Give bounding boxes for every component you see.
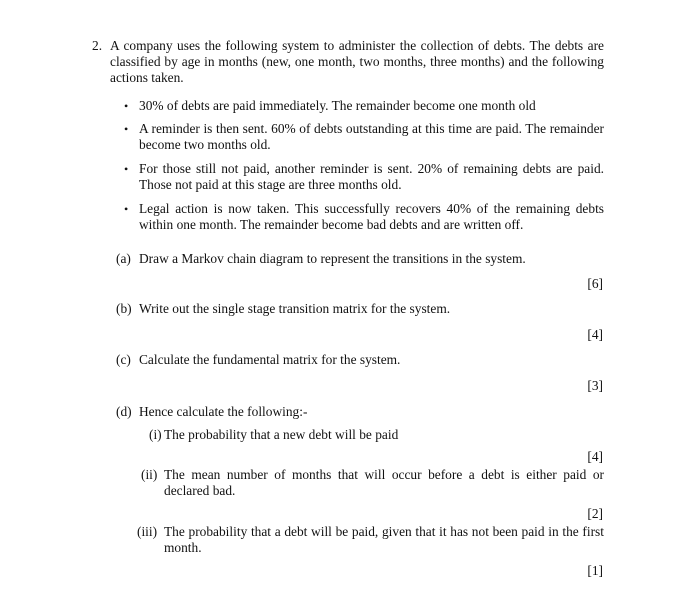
question-number: 2. [92, 38, 103, 53]
part-c-text: Calculate the fundamental matrix for the system. [139, 352, 401, 367]
bullet-item: For those still not paid, another reminder is sent. 20% of remaining debts are paid. Those not paid at this stage are three months old. [139, 161, 604, 192]
part-c-marks: [3] [587, 378, 603, 393]
part-b-text: Write out the single stage transition matrix for the system. [139, 301, 451, 316]
part-a-label: (a) [116, 251, 131, 266]
subpart-ii-text: The mean number of months that will occur before a debt is either paid or declared bad. [164, 467, 604, 498]
question-intro: A company uses the following system to administer the collection of debts. The debts are classified by age in months (new, one month, two months, three months) and the following actions taken. [110, 38, 604, 85]
subpart-ii-label: (ii) [141, 467, 158, 482]
subpart-i-marks: [4] [587, 449, 603, 464]
bullet-icon: • [124, 99, 129, 113]
part-a-text: Draw a Markov chain diagram to represent the transitions in the system. [139, 251, 526, 266]
subpart-i-text: The probability that a new debt will be paid [164, 427, 399, 442]
subpart-iii-marks: [1] [587, 563, 603, 578]
part-d-label: (d) [116, 404, 132, 419]
subpart-i-label: (i) [149, 427, 162, 442]
part-a-marks: [6] [587, 276, 603, 291]
bullet-item: Legal action is now taken. This successfully recovers 40% of the remaining debts within one month. The remainder become bad debts and are written off. [139, 201, 604, 232]
bullet-icon: • [124, 202, 129, 216]
bullet-item: A reminder is then sent. 60% of debts outstanding at this time are paid. The remainder become two months old. [139, 121, 604, 152]
bullet-icon: • [124, 162, 129, 176]
part-b-marks: [4] [587, 327, 603, 342]
part-c-label: (c) [116, 352, 131, 367]
bullet-icon: • [124, 122, 129, 136]
subpart-iii-label: (iii) [137, 524, 158, 539]
subpart-ii-marks: [2] [587, 506, 603, 521]
part-d-text: Hence calculate the following:- [139, 404, 308, 419]
bullet-item: 30% of debts are paid immediately. The remainder become one month old [139, 98, 536, 113]
subpart-iii-text: The probability that a debt will be paid, given that it has not been paid in the first month. [164, 524, 604, 555]
part-b-label: (b) [116, 301, 132, 316]
